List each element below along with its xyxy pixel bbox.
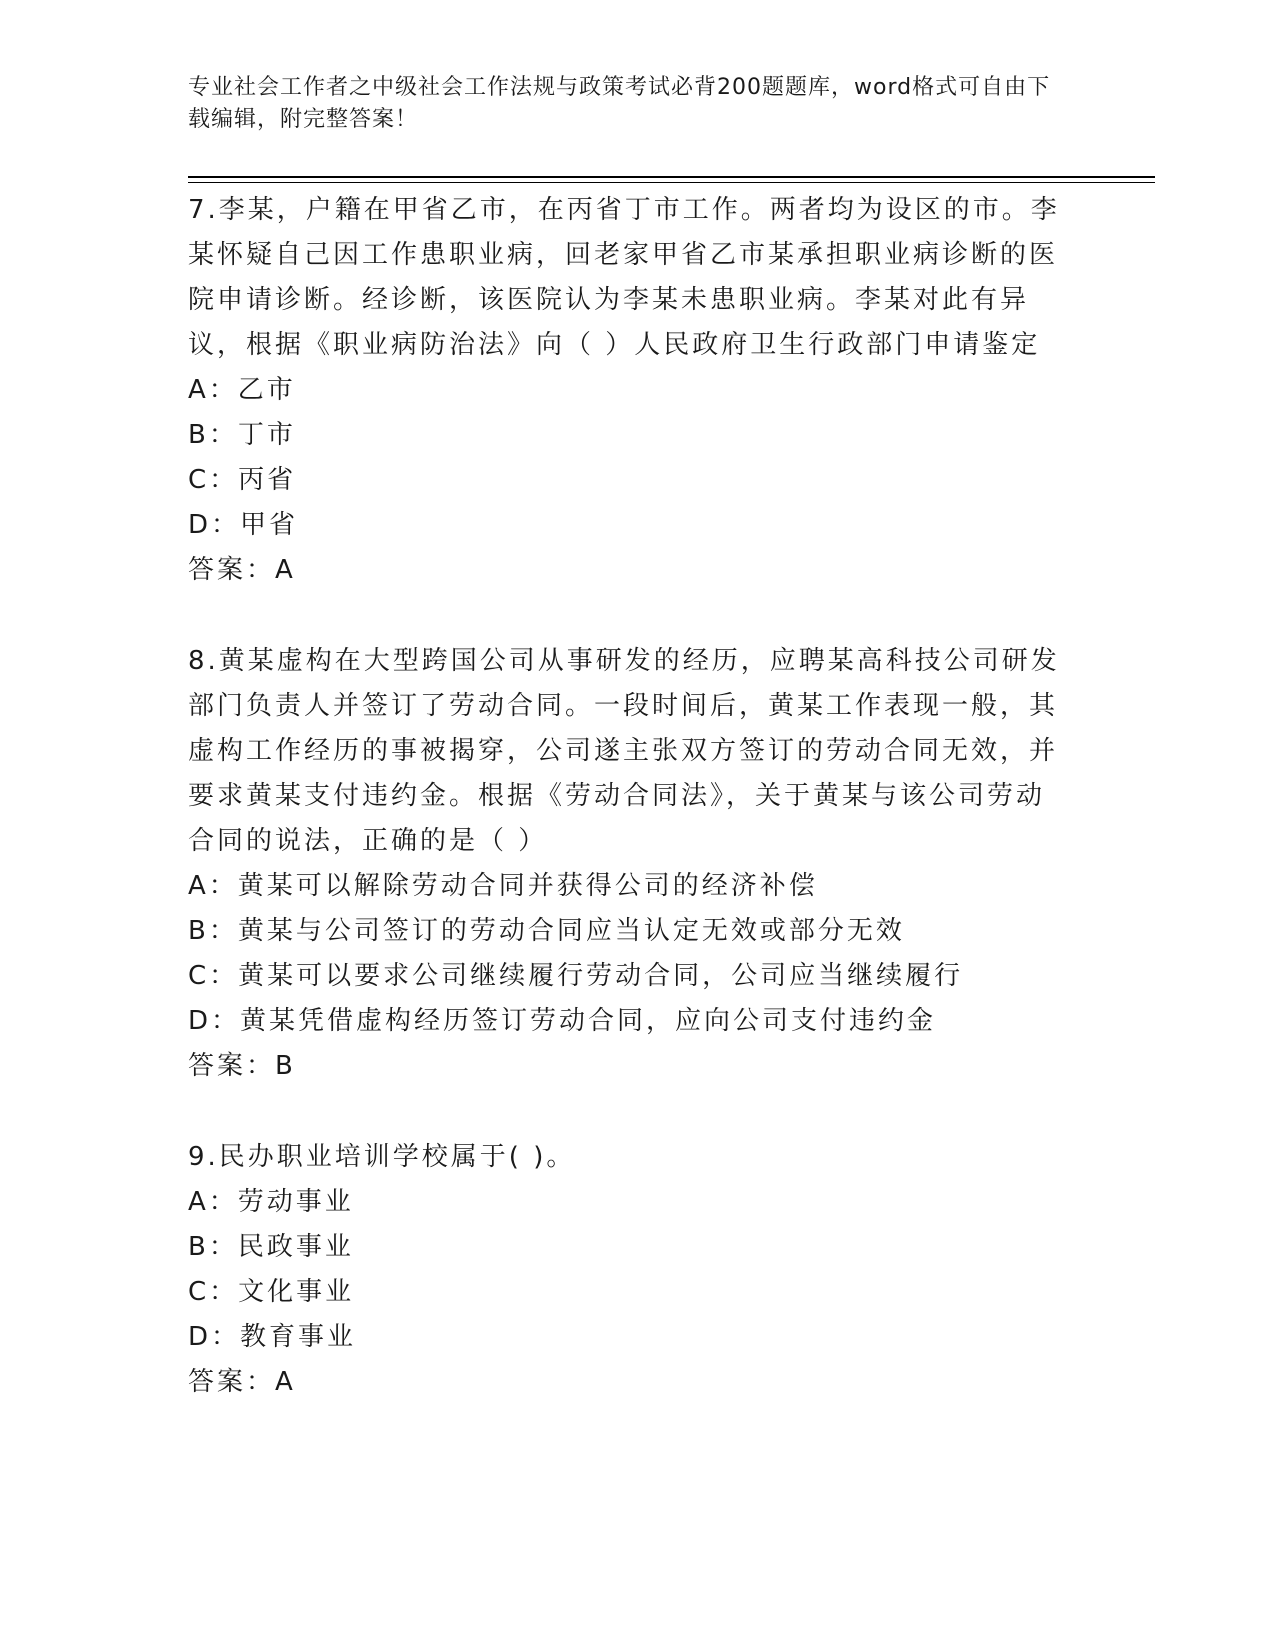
answer-label: 答案：A [188, 1367, 296, 1397]
option-b: B：丁市 [188, 420, 296, 450]
question-text: 9.民办职业培训学校属于( )。 [188, 1142, 576, 1172]
question-9 [188, 1135, 1068, 1405]
option-c: C：黄某可以要求公司继续履行劳动合同，公司应当继续履行 [188, 961, 964, 991]
header-divider-thick [188, 176, 1155, 178]
option-a: A：乙市 [188, 375, 296, 405]
page-header: 专业社会工作者之中级社会工作法规与政策考试必背200题题库，word格式可自由下载编辑，附完整答案！ [188, 75, 1051, 132]
question-7 [188, 188, 1068, 593]
option-a: A：劳动事业 [188, 1187, 354, 1217]
option-b: B：黄某与公司签订的劳动合同应当认定无效或部分无效 [188, 916, 905, 946]
option-b: B：民政事业 [188, 1232, 354, 1262]
option-d: D：黄某凭借虚构经历签订劳动合同，应向公司支付违约金 [188, 1006, 937, 1036]
question-list [188, 188, 1068, 1451]
answer-label: 答案：B [188, 1051, 296, 1081]
option-d: D：教育事业 [188, 1322, 357, 1352]
option-c: C：文化事业 [188, 1277, 355, 1307]
answer-label: 答案：A [188, 555, 296, 585]
question-8 [188, 639, 1068, 1089]
option-c: C：丙省 [188, 465, 297, 495]
option-d: D：甲省 [188, 510, 299, 540]
header-divider-thin [188, 182, 1155, 183]
question-text: 8.黄某虚构在大型跨国公司从事研发的经历，应聘某高科技公司研发部门负责人并签订了劳动合同。一段时间后，黄某工作表现一般，其虚构工作经历的事被揭穿，公司遂主张双方签订的劳动合同无效，并要求黄某支付违约金。根据《劳动合同法》，关于黄某与该公司劳动合同的说法，正确的是（ ） [188, 646, 1060, 856]
question-text: 7.李某，户籍在甲省乙市，在丙省丁市工作。两者均为设区的市。李某怀疑自己因工作患职业病，回老家甲省乙市某承担职业病诊断的医院申请诊断。经诊断，该医院认为李某未患职业病。李某对此有异议，根据《职业病防治法》向（ ）人民政府卫生行政部门申请鉴定 [188, 195, 1060, 360]
option-a: A：黄某可以解除劳动合同并获得公司的经济补偿 [188, 871, 818, 901]
